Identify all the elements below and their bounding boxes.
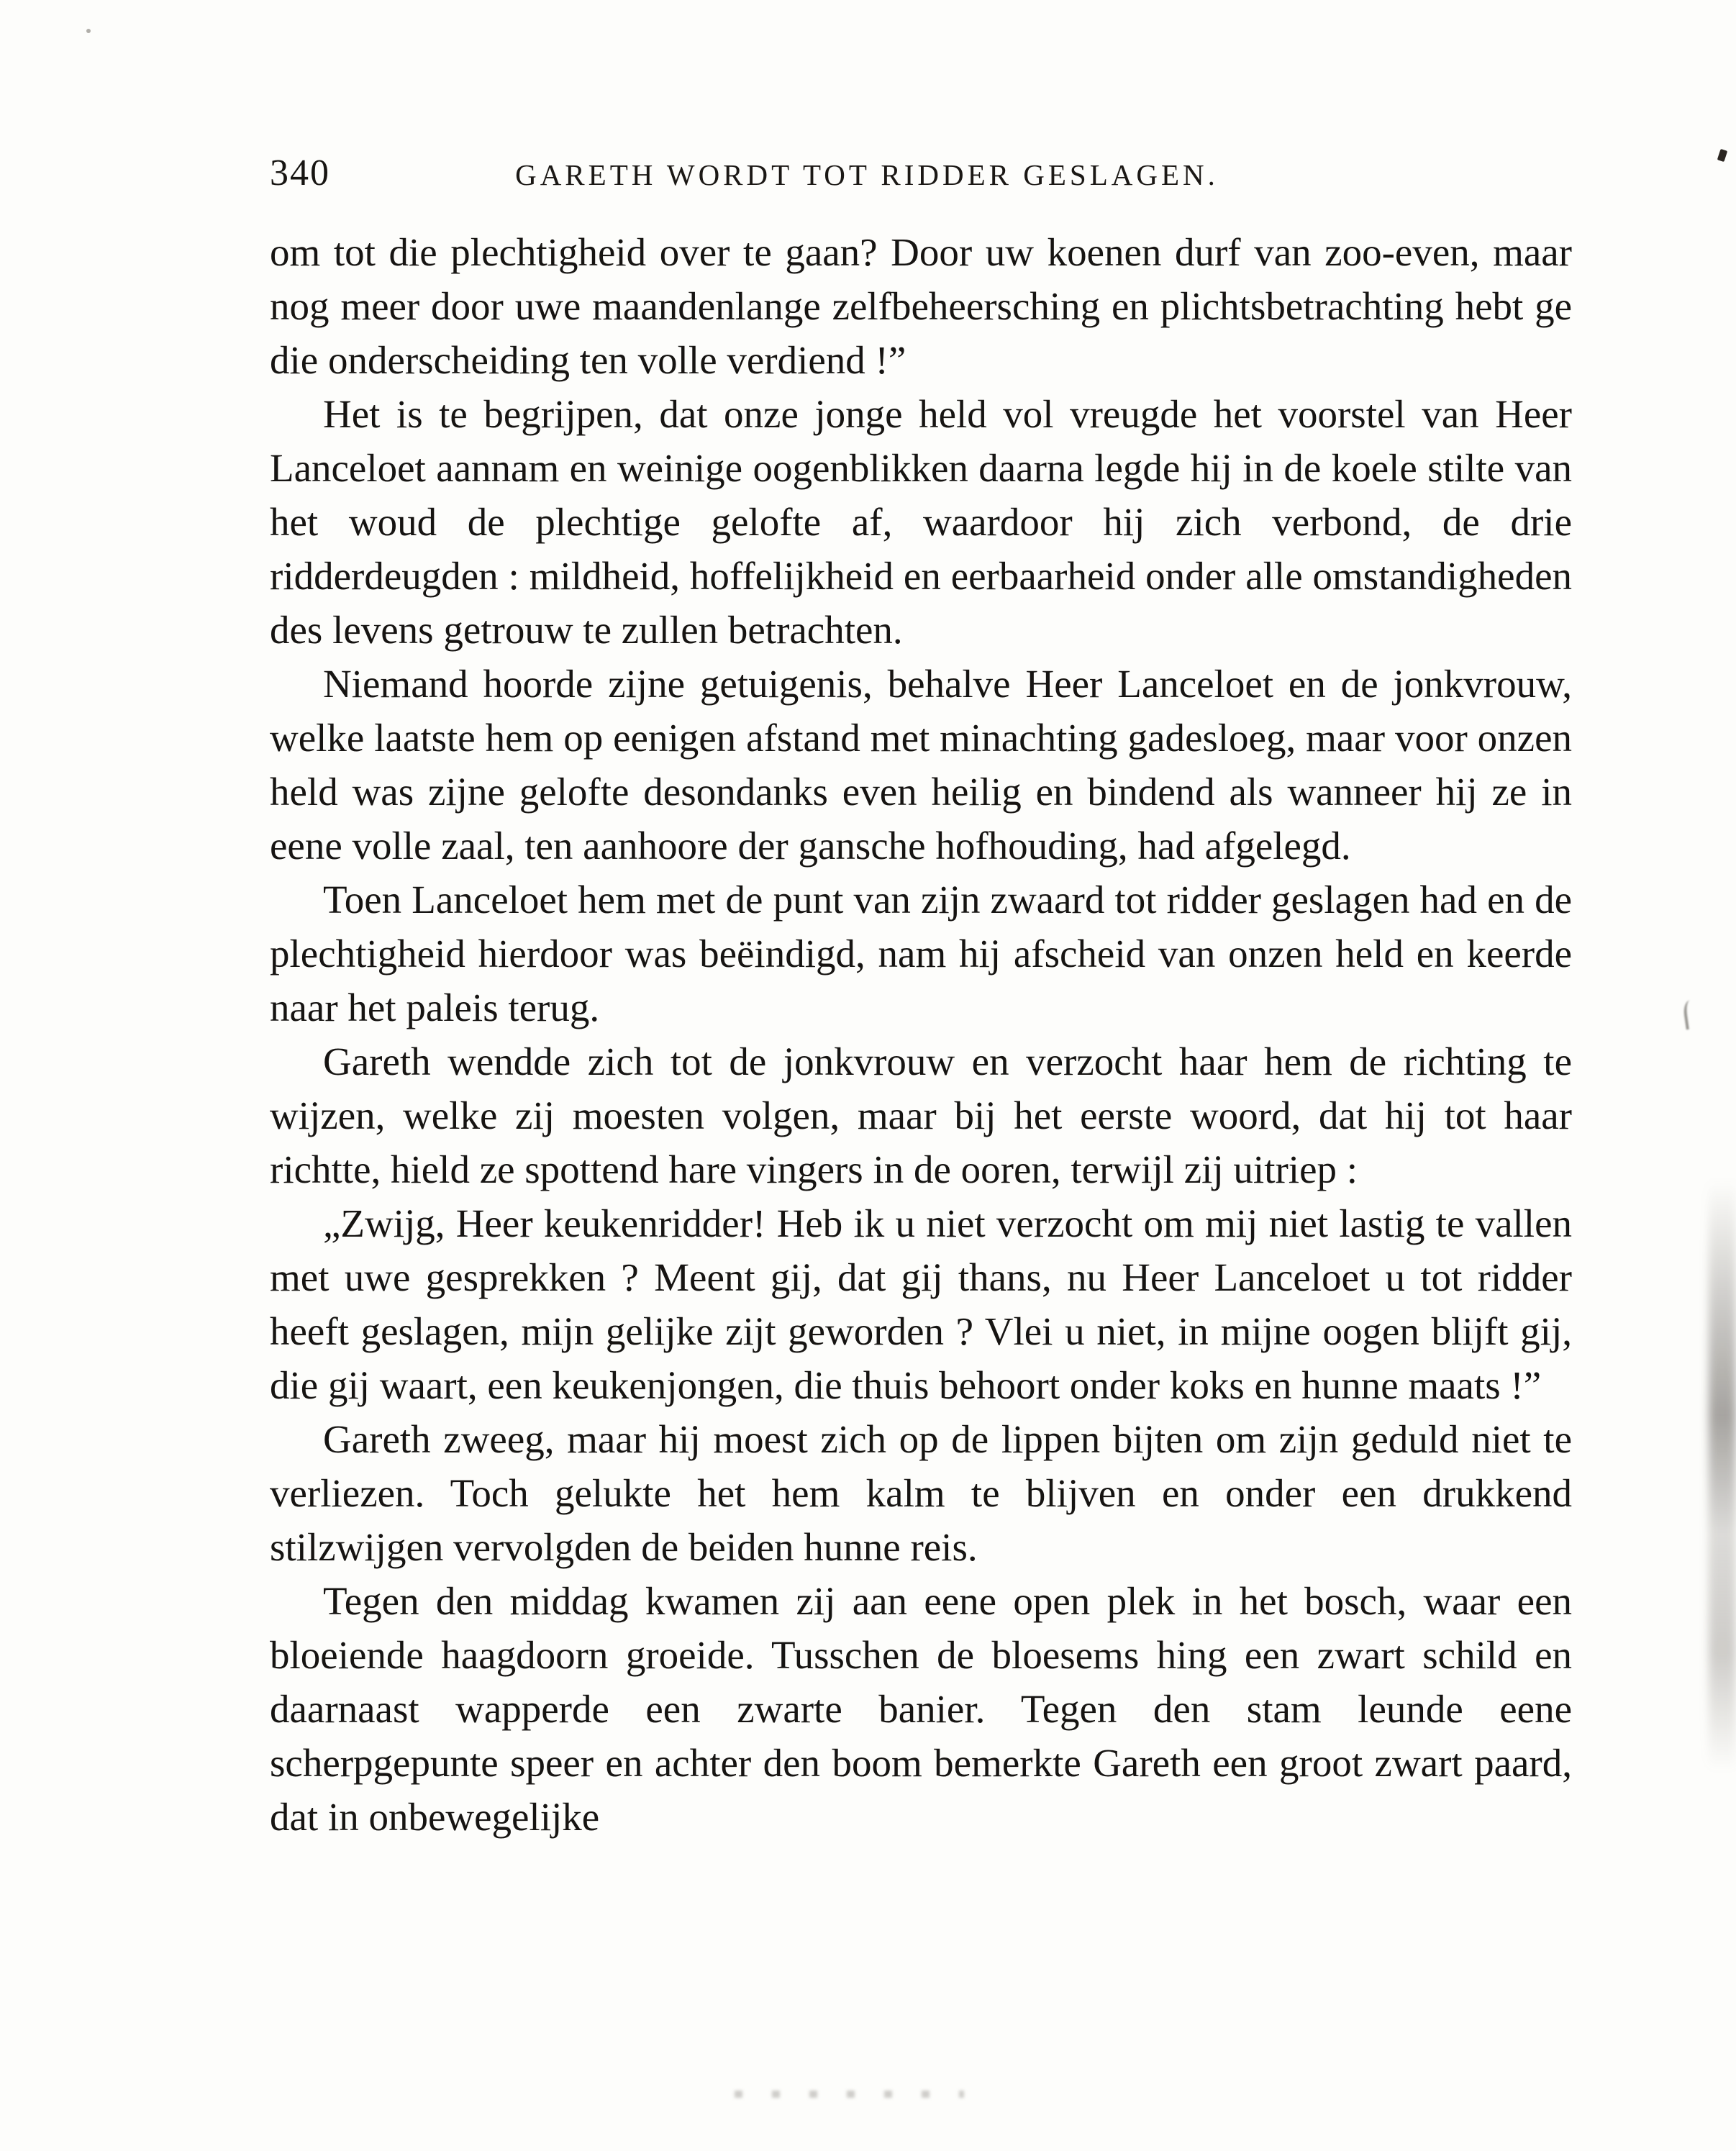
page-header-row (270, 147, 1572, 205)
paragraph: Het is te begrijpen, dat onze jonge held vol vreugde het voorstel van Heer Lanceloet aannam en weinige oogenblikken daarna legde hij in de koele stilte van het woud de plechtige gelofte af, waardoor hij zich verbond, de drie ridderdeugden : mildheid, hoffelijkheid en eerbaarheid onder alle omstandigheden des levens getrouw te zullen betrachten. (270, 392, 1572, 652)
paragraph: „Zwijg, Heer keukenridder! Heb ik u niet verzocht om mij niet lastig te vallen met uwe gesprekken ? Meent gij, dat gij thans, nu Heer Lanceloet u tot ridder heeft geslagen, mijn gelijke zijt geworden ? Vlei u niet, in mijne oogen blijft gij, die gij waart, een keukenjongen, die thuis behoort onder koks en hunne maats !” (270, 1201, 1572, 1407)
scan-artifact-mark (1717, 149, 1727, 162)
page-number: 340 (270, 153, 330, 194)
paragraph: Niemand hoorde zijne getuigenis, behalve Heer Lanceloet en de jonkvrouw, welke laatste hem op eenigen afstand met minachting gadesloeg, maar voor onzen held was zijne gelofte desondanks even heilig en bindend als wanneer hij ze in eene volle zaal, ten aanhoore der gansche hofhouding, had afgelegd. (270, 662, 1572, 868)
paragraph: Gareth wendde zich tot de jonkvrouw en verzocht haar hem de richting te wijzen, welke zij moesten volgen, maar bij het eerste woord, dat hij tot haar richtte, hield ze spottend hare vingers in de ooren, terwijl zij uitriep : (270, 1040, 1572, 1191)
scan-artifact-edge-smudge (1709, 1180, 1736, 1770)
paragraph: Toen Lanceloet hem met de punt van zijn zwaard tot ridder geslagen had en de plechtigheid hierdoor was beëindigd, nam hij afscheid van onzen held en keerde naar het paleis terug. (270, 878, 1572, 1029)
paragraph: Tegen den middag kwamen zij aan eene open plek in het bosch, waar een bloeiende haagdoorn groeide. Tusschen de bloesems hing een zwart schild en daarnaast wapperde een zwarte banier. Tegen den stam leunde eene scherpgepunte speer en achter den boom bemerkte Gareth een groot zwart paard, dat in onbewegelijke (270, 1579, 1572, 1839)
paragraph: om tot die plechtigheid over te gaan? Door uw koenen durf van zoo-even, maar nog meer door uwe maandenlange zelfbeheersching en plichtsbetrachting hebt ge die onderscheiding ten volle verdiend !” (270, 230, 1572, 382)
body-text (270, 225, 1572, 1844)
running-header: GARETH WORDT TOT RIDDER GESLAGEN. (515, 158, 1219, 191)
scan-artifact-dot (86, 29, 91, 33)
paragraph: Gareth zweeg, maar hij moest zich op de lippen bijten om zijn geduld niet te verliezen. Toch gelukte het hem kalm te blijven en onder een drukkend stilzwijgen vervolgden de beiden hunne reis. (270, 1417, 1572, 1569)
scan-artifact-bottom-noise (705, 2091, 964, 2098)
page-content (270, 147, 1572, 1844)
scan-artifact-squiggle (1682, 999, 1701, 1030)
